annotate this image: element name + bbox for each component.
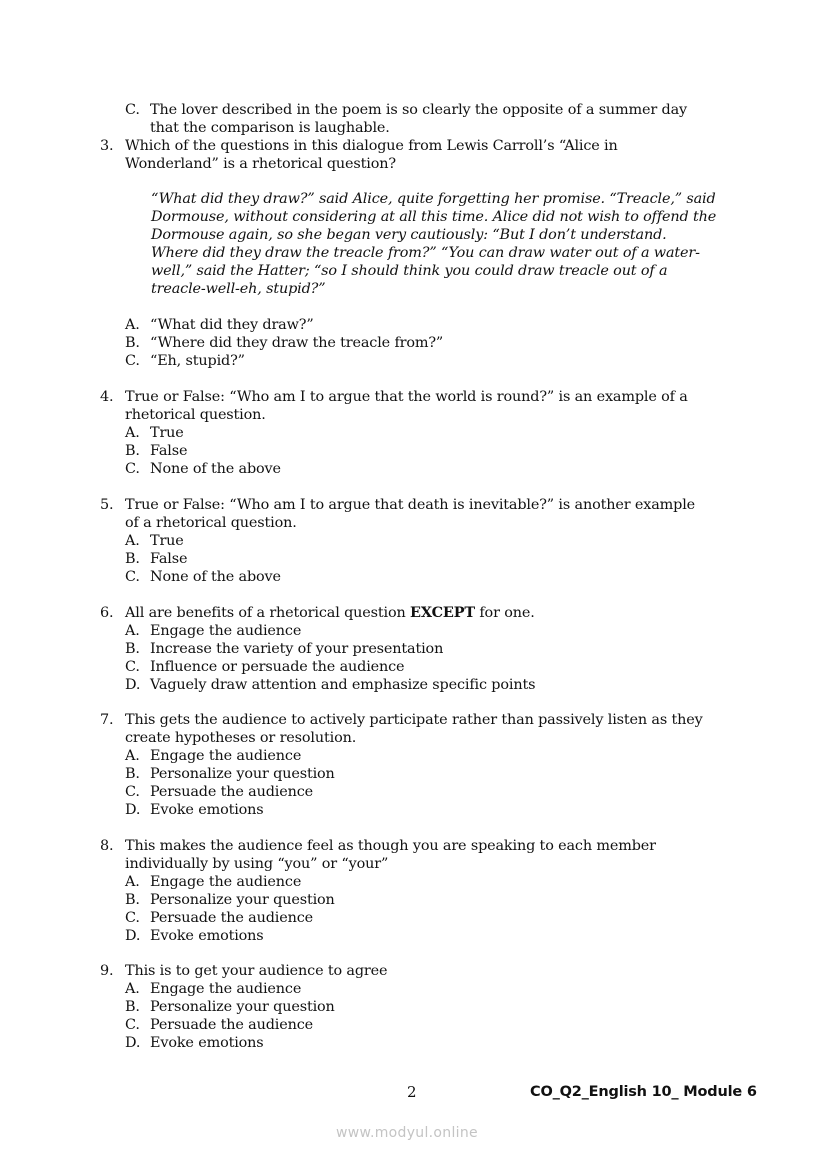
page-number: 2 <box>407 1083 417 1101</box>
question-number: 6. <box>100 605 114 621</box>
option-letter: D. <box>125 677 141 693</box>
option-text: Engage the audience <box>150 981 302 997</box>
passage-line: well,” said the Hatter; “so I should think you could draw treacle out of a <box>151 263 668 279</box>
option-letter: B. <box>125 551 140 567</box>
option-letter: C. <box>125 353 140 369</box>
option-text: Evoke emotions <box>150 802 264 818</box>
option-text: Engage the audience <box>150 874 302 890</box>
option-text: “What did they draw?” <box>150 317 314 333</box>
option-letter: C. <box>125 1017 140 1033</box>
option-letter: B. <box>125 766 140 782</box>
option-text: False <box>150 443 188 459</box>
option-letter: C. <box>125 659 140 675</box>
module-code: CO_Q2_English 10_ Module 6 <box>530 1084 757 1100</box>
option-text: Evoke emotions <box>150 1035 264 1051</box>
option-text: Influence or persuade the audience <box>150 659 405 675</box>
option-text: True <box>150 425 184 441</box>
option-letter: A. <box>125 623 140 639</box>
option-letter: A. <box>125 533 140 549</box>
option-letter: C. <box>125 102 140 118</box>
option-text: Vaguely draw attention and emphasize specific points <box>150 677 536 693</box>
option-letter: D. <box>125 802 141 818</box>
passage-line: “What did they draw?” said Alice, quite forgetting her promise. “Treacle,” said <box>151 191 716 207</box>
option-text: Personalize your question <box>150 892 335 908</box>
option-letter: C. <box>125 461 140 477</box>
question-text: individually by using “you” or “your” <box>125 856 389 872</box>
option-text: Personalize your question <box>150 766 335 782</box>
option-letter: B. <box>125 892 140 908</box>
emphasis-except: EXCEPT <box>410 604 475 621</box>
option-letter: A. <box>125 317 140 333</box>
passage-line: Dormouse, without considering at all this time. Alice did not wish to offend the <box>151 209 717 225</box>
question-text: rhetorical question. <box>125 407 266 423</box>
option-text: Persuade the audience <box>150 784 313 800</box>
option-letter: B. <box>125 999 140 1015</box>
question-number: 7. <box>100 712 114 728</box>
question-text: create hypotheses or resolution. <box>125 730 357 746</box>
option-text: Evoke emotions <box>150 928 264 944</box>
question-text: True or False: “Who am I to argue that death is inevitable?” is another example <box>125 497 696 513</box>
question-number: 3. <box>100 138 114 154</box>
option-text: The lover described in the poem is so clearly the opposite of a summer day <box>150 102 688 118</box>
option-text: Persuade the audience <box>150 910 313 926</box>
option-text: Persuade the audience <box>150 1017 313 1033</box>
option-letter: D. <box>125 1035 141 1051</box>
option-text: “Eh, stupid?” <box>150 353 245 369</box>
option-letter: A. <box>125 981 140 997</box>
option-text: False <box>150 551 188 567</box>
question-number: 5. <box>100 497 114 513</box>
question-number: 9. <box>100 963 114 979</box>
passage-line: Dormouse again, so she began very cautiously: “But I don’t understand. <box>151 227 667 243</box>
passage-line: Where did they draw the treacle from?” “You can draw water out of a water- <box>151 245 700 261</box>
option-letter: B. <box>125 443 140 459</box>
option-text: Personalize your question <box>150 999 335 1015</box>
option-letter: B. <box>125 641 140 657</box>
question-text: All are benefits of a rhetorical question EXCEPT for one. <box>125 604 535 621</box>
question-text: This makes the audience feel as though you are speaking to each member <box>125 838 656 854</box>
watermark: www.modyul.online <box>336 1125 478 1141</box>
question-text: Wonderland” is a rhetorical question? <box>125 156 396 172</box>
option-text: Engage the audience <box>150 748 302 764</box>
option-text: Increase the variety of your presentation <box>150 641 444 657</box>
option-text: “Where did they draw the treacle from?” <box>150 335 444 351</box>
option-text: Engage the audience <box>150 623 302 639</box>
question-text: This gets the audience to actively participate rather than passively listen as they <box>125 712 703 728</box>
question-number: 8. <box>100 838 114 854</box>
question-text: of a rhetorical question. <box>125 515 297 531</box>
option-letter: A. <box>125 874 140 890</box>
option-letter: C. <box>125 569 140 585</box>
option-text-continued: that the comparison is laughable. <box>150 120 390 136</box>
option-letter: B. <box>125 335 140 351</box>
question-number: 4. <box>100 389 114 405</box>
question-text: This is to get your audience to agree <box>125 963 388 979</box>
option-letter: A. <box>125 748 140 764</box>
option-text: None of the above <box>150 461 281 477</box>
option-letter: C. <box>125 784 140 800</box>
option-text: None of the above <box>150 569 281 585</box>
question-text: Which of the questions in this dialogue from Lewis Carroll’s “Alice in <box>125 138 618 154</box>
passage-line: treacle-well-eh, stupid?” <box>151 281 326 297</box>
option-letter: C. <box>125 910 140 926</box>
option-letter: A. <box>125 425 140 441</box>
question-text: True or False: “Who am I to argue that the world is round?” is an example of a <box>125 389 688 405</box>
option-letter: D. <box>125 928 141 944</box>
option-text: True <box>150 533 184 549</box>
